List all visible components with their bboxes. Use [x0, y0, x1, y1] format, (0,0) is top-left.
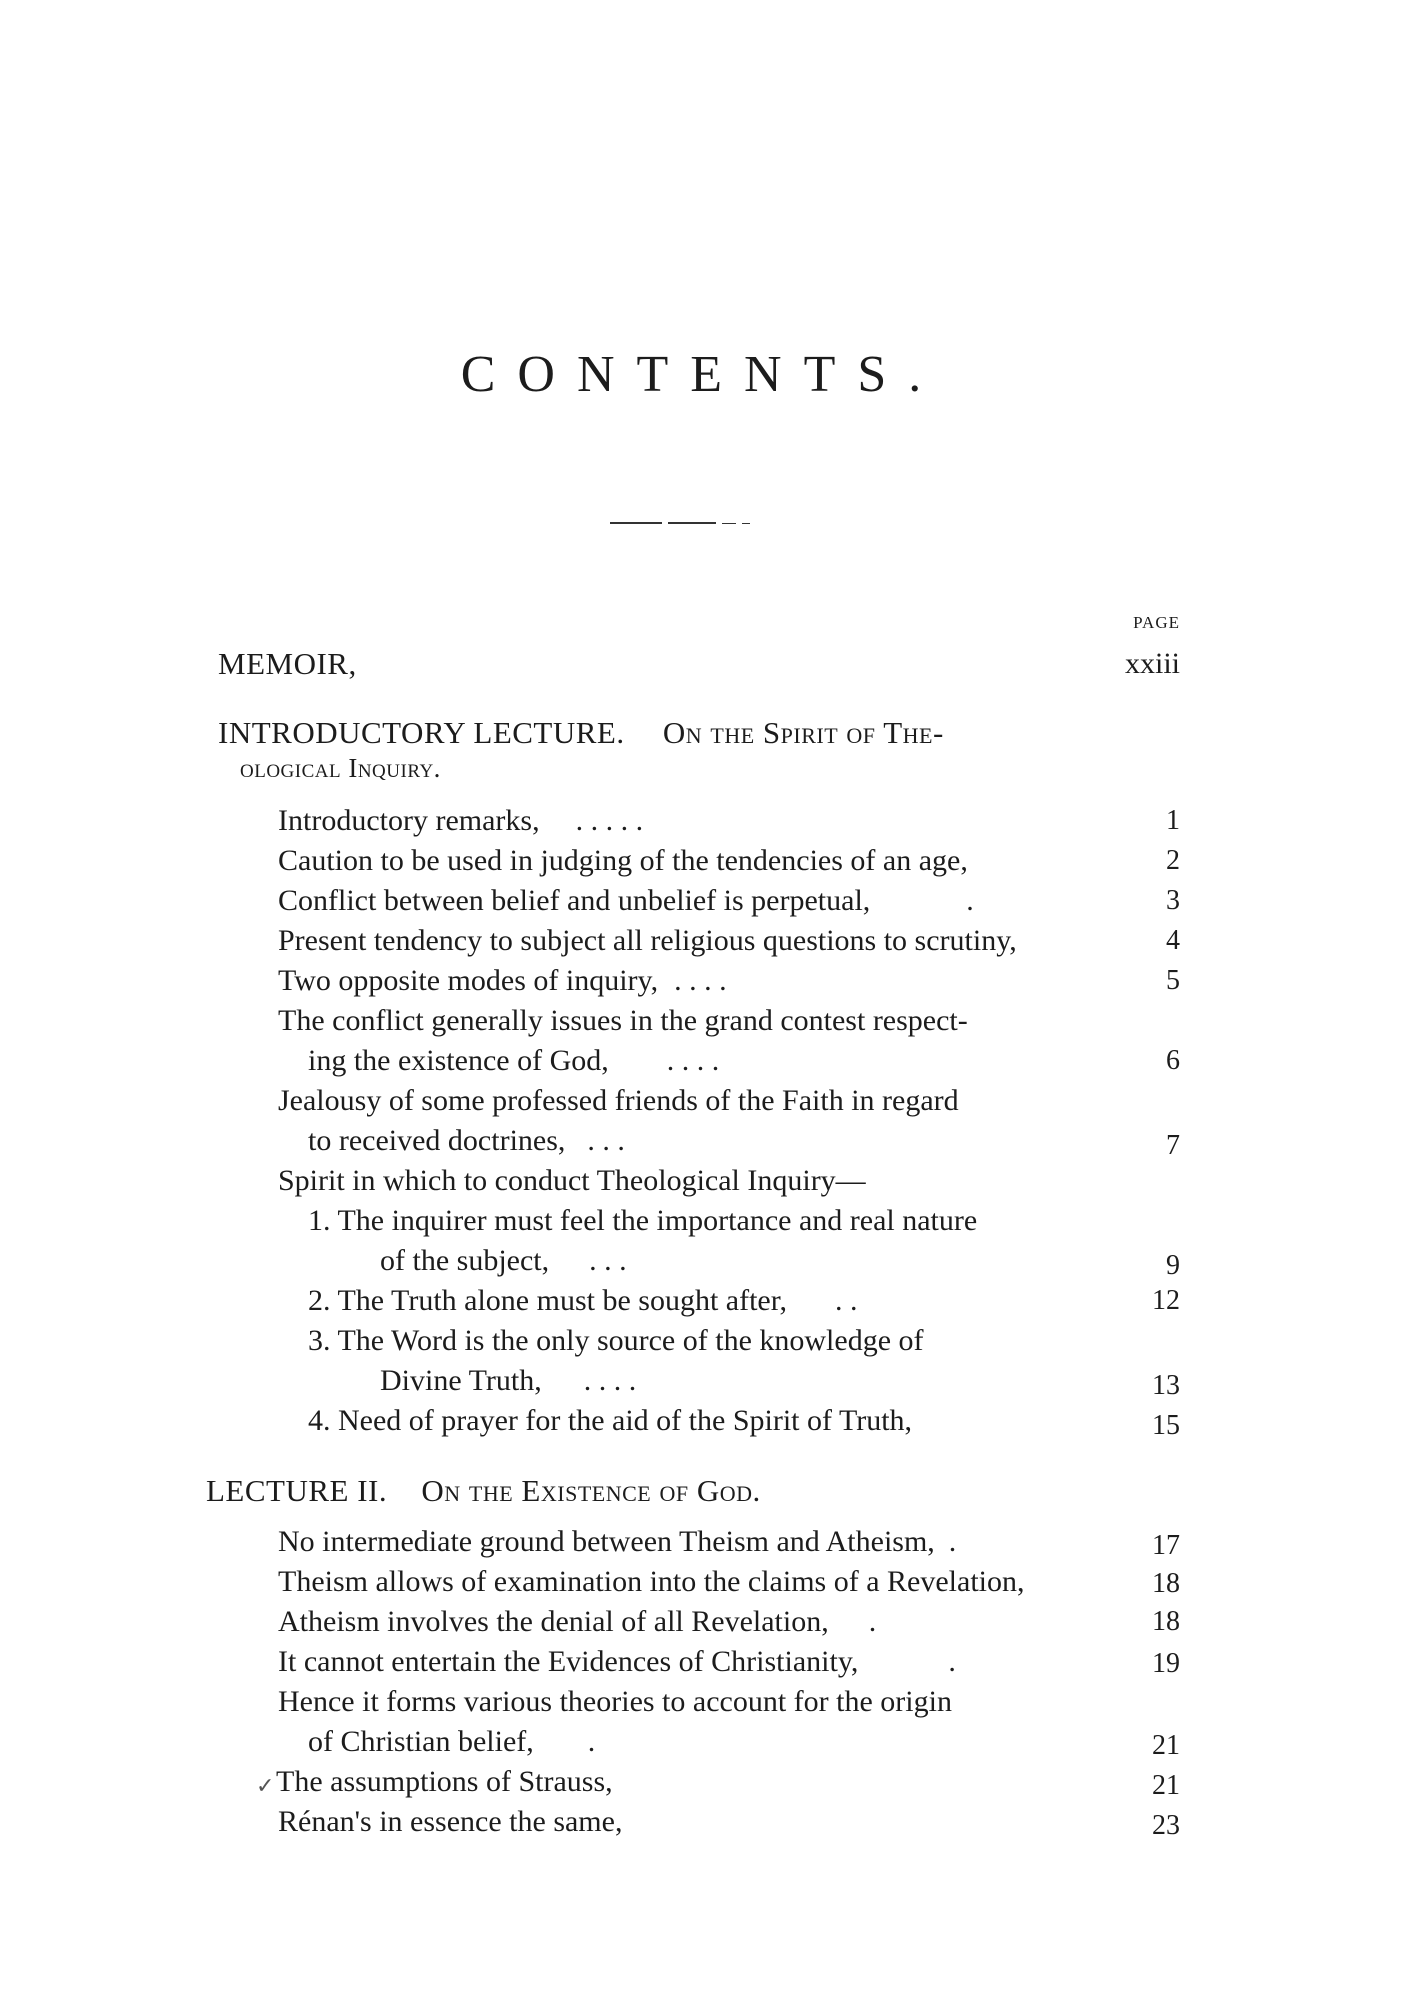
intro-heading-sub-continued: ological Inquiry.	[240, 753, 441, 783]
toc-entry: Rénan's in essence the same,	[278, 1805, 623, 1838]
toc-entry: It cannot entertain the Evidences of Christianity, .	[278, 1645, 956, 1678]
toc-entry: 4. Need of prayer for the aid of the Spirit of Truth,	[308, 1404, 913, 1437]
toc-page: 15	[1152, 1410, 1180, 1441]
toc-entry: Jealousy of some professed friends of the Faith in regard	[278, 1084, 959, 1117]
toc-page: 9	[1166, 1250, 1180, 1281]
lecture2-heading-main: LECTURE II.	[206, 1473, 388, 1508]
toc-page: 23	[1152, 1810, 1180, 1841]
toc-page: 13	[1152, 1370, 1180, 1401]
margin-mark-icon: ✓	[256, 1773, 275, 1798]
title-rule	[610, 522, 662, 524]
intro-heading-main: INTRODUCTORY LECTURE.	[218, 715, 625, 750]
memoir-page: xxiii	[1124, 647, 1180, 680]
toc-page: 2	[1166, 845, 1180, 876]
toc-entry: ✓ The assumptions of Strauss,	[276, 1762, 613, 1802]
toc-page: 18	[1152, 1568, 1180, 1599]
toc-entry: The conflict generally issues in the grand contest respect-	[278, 1004, 968, 1037]
toc-entry: of Christian belief, .	[308, 1725, 596, 1758]
toc-entry: Hence it forms various theories to account for the origin	[278, 1685, 952, 1718]
toc-entry: Caution to be used in judging of the tendencies of an age,	[278, 844, 968, 877]
toc-entry: 3. The Word is the only source of the knowledge of	[308, 1324, 924, 1357]
title-rule	[668, 522, 716, 524]
toc-entry: 2. The Truth alone must be sought after, . .	[308, 1284, 858, 1317]
lecture2-heading-sub: On the Existence of God.	[421, 1473, 761, 1508]
title-rule	[742, 523, 750, 524]
title-rule	[722, 523, 736, 524]
toc-page: 5	[1166, 965, 1180, 996]
toc-page: 3	[1166, 885, 1180, 916]
toc-entry: Theism allows of examination into the claims of a Revelation,	[278, 1565, 1025, 1598]
page-title: CONTENTS.	[460, 346, 944, 403]
toc-page: 21	[1152, 1730, 1180, 1761]
toc-entry: Two opposite modes of inquiry, . . . .	[278, 964, 727, 997]
toc-page: 17	[1152, 1530, 1180, 1561]
toc-entry: Spirit in which to conduct Theological Inquiry—	[278, 1164, 866, 1197]
toc-entry: Present tendency to subject all religious questions to scrutiny,	[278, 924, 1017, 957]
lecture2-heading	[206, 1471, 761, 1511]
toc-entry: Atheism involves the denial of all Revelation, .	[278, 1605, 877, 1638]
toc-page: 1	[1166, 805, 1180, 836]
toc-page: 7	[1166, 1130, 1180, 1161]
toc-entry: ing the existence of God, . . . .	[308, 1044, 720, 1077]
toc-entry: No intermediate ground between Theism and Atheism, .	[278, 1525, 957, 1558]
toc-page: 19	[1152, 1648, 1180, 1679]
toc-entry: Introductory remarks, . . . . .	[278, 804, 644, 837]
toc-entry: to received doctrines, . . .	[308, 1124, 625, 1157]
toc-entry: of the subject, . . .	[380, 1244, 627, 1277]
intro-heading-sub: On the Spirit of The-	[662, 715, 944, 750]
page-column-header: PAGE	[1133, 613, 1180, 632]
toc-entry: 1. The inquirer must feel the importance and real nature	[308, 1204, 978, 1237]
memoir-label: MEMOIR,	[218, 646, 357, 681]
toc-entry: Conflict between belief and unbelief is perpetual, .	[278, 884, 974, 917]
intro-heading	[218, 713, 944, 753]
toc-page: 6	[1166, 1045, 1180, 1076]
toc-page: 18	[1152, 1606, 1180, 1637]
toc-entry: Divine Truth, . . . .	[380, 1364, 637, 1397]
toc-page: 21	[1152, 1770, 1180, 1801]
toc-page: 12	[1152, 1285, 1180, 1316]
toc-page: 4	[1166, 925, 1180, 956]
